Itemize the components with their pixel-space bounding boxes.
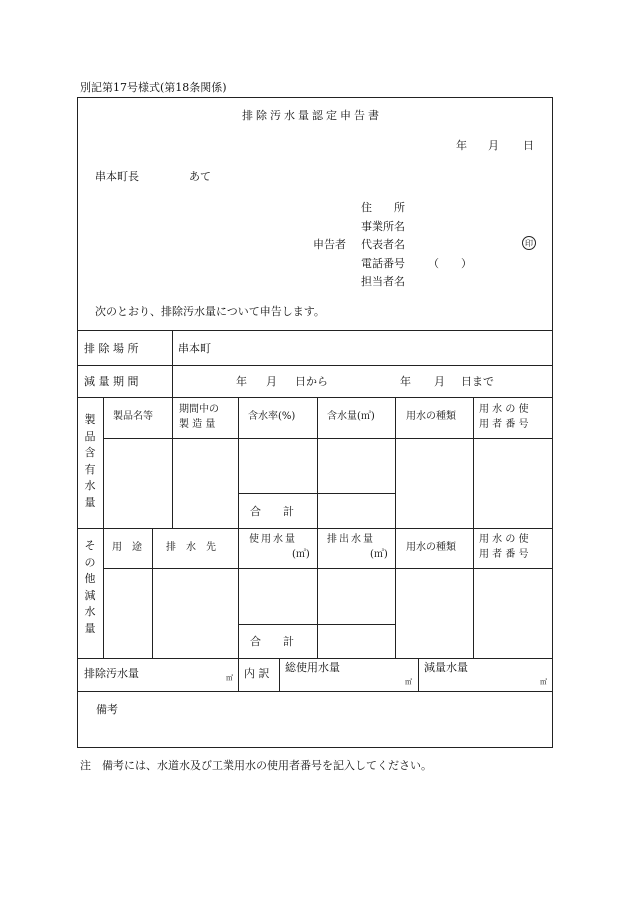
rule xyxy=(77,397,553,398)
rule xyxy=(172,330,173,398)
rule xyxy=(172,397,173,529)
footnote: 注 備考には、水道水及び工業用水の使用者番号を記入してください。 xyxy=(80,759,432,772)
form-title: 排除汚水量認定申告書 xyxy=(242,109,382,122)
applicant-representative-label: 代表者名 xyxy=(361,238,405,251)
rule xyxy=(77,691,553,692)
seal-mark: 印 xyxy=(522,236,536,250)
applicant-person-label: 担当者名 xyxy=(361,275,405,288)
usage-header-line1: 使用水量 xyxy=(249,534,297,545)
rule xyxy=(103,438,553,439)
rule xyxy=(317,528,318,659)
other-user-number-line2: 用 者 番 号 xyxy=(479,549,529,560)
applicant-label: 申告者 xyxy=(313,238,346,251)
rule xyxy=(238,658,239,692)
discharge-header-unit: (㎥) xyxy=(370,549,388,560)
period-end-year: 年 xyxy=(400,375,411,388)
rule xyxy=(103,397,104,659)
moisture-header: 含水率(%) xyxy=(248,411,296,422)
rule xyxy=(473,397,474,529)
intro-text: 次のとおり、排除汚水量について申告します。 xyxy=(95,305,325,318)
product-section-label: 製品含有水量 xyxy=(84,413,96,509)
rule xyxy=(238,528,239,659)
applicant-phone-paren: （ ） xyxy=(428,257,472,270)
discharge-place-label: 排 除 場 所 xyxy=(84,342,139,355)
period-end-day: 日まで xyxy=(461,375,494,388)
rule xyxy=(77,330,553,331)
rule xyxy=(395,528,396,659)
period-end-month: 月 xyxy=(434,375,445,388)
total-usage-unit: ㎥ xyxy=(405,678,412,686)
user-number-header-line1: 用 水 の 使 xyxy=(479,404,529,415)
produced-header-line1: 期間中の xyxy=(179,404,219,415)
water-kind-header: 用水の種類 xyxy=(406,411,456,422)
rule xyxy=(103,568,553,569)
addressee-suffix: あて xyxy=(189,170,211,183)
applicant-office-label: 事業所名 xyxy=(361,220,405,233)
discharge-place-value: 串本町 xyxy=(178,342,211,355)
rule xyxy=(395,397,396,529)
water-content-header: 含水量(㎥) xyxy=(327,411,375,422)
rule xyxy=(77,528,553,529)
drain-dest-header: 排 水 先 xyxy=(166,542,216,553)
product-name-header: 製品名等 xyxy=(113,411,153,422)
rule xyxy=(77,658,553,659)
other-water-kind-header: 用水の種類 xyxy=(406,542,456,553)
addressee-name: 串本町長 xyxy=(95,170,139,183)
period-start-year: 年 xyxy=(236,375,247,388)
breakdown-label: 内 訳 xyxy=(244,667,270,680)
usage-header-unit: (㎥) xyxy=(292,549,310,560)
rule xyxy=(152,528,153,659)
period-start-day: 日から xyxy=(295,375,328,388)
use-header: 用 途 xyxy=(112,542,142,553)
other-section-label: その他減水量 xyxy=(84,539,96,635)
date-year: 年 xyxy=(456,139,467,152)
applicant-phone-label: 電話番号 xyxy=(361,257,405,270)
rule xyxy=(473,528,474,659)
user-number-header-line2: 用 者 番 号 xyxy=(479,419,529,430)
other-total-label: 合 計 xyxy=(250,635,294,648)
reduction-period-label: 減 量 期 間 xyxy=(84,375,139,388)
discharge-header-line1: 排出水量 xyxy=(327,534,375,545)
total-usage-label: 総使用水量 xyxy=(285,661,340,674)
period-start-month: 月 xyxy=(266,375,277,388)
date-day: 日 xyxy=(523,139,534,152)
applicant-address-label: 住 所 xyxy=(361,201,405,214)
remarks-label: 備考 xyxy=(96,703,118,716)
reduction-amount-unit: ㎥ xyxy=(540,678,547,686)
product-total-label: 合 計 xyxy=(250,505,294,518)
rule xyxy=(418,658,419,692)
produced-header-line2: 製 造 量 xyxy=(179,419,216,430)
other-user-number-line1: 用 水 の 使 xyxy=(479,534,529,545)
rule xyxy=(279,658,280,692)
rule xyxy=(77,365,553,366)
rule xyxy=(317,397,318,529)
sewage-amount-unit: ㎥ xyxy=(226,674,233,682)
date-month: 月 xyxy=(488,139,499,152)
rule xyxy=(238,397,239,529)
reduction-amount-label: 減量水量 xyxy=(424,661,468,674)
sewage-amount-label: 排除汚水量 xyxy=(84,667,139,680)
form-id: 別記第17号様式(第18条関係) xyxy=(80,81,227,94)
